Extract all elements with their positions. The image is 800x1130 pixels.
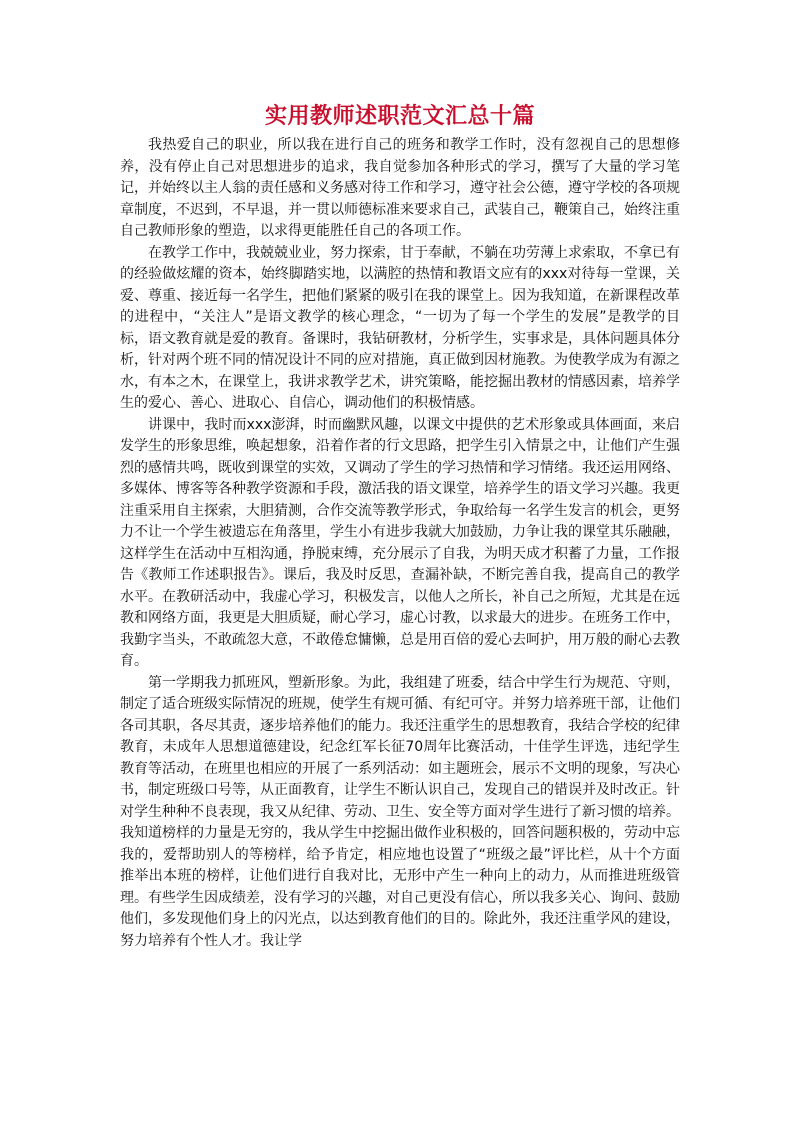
paragraph: 讲课中，我时而xxx澎湃，时而幽默风趣，以课文中提供的艺术形象或具体画面，来启发学生的形象思维，唤起想象，沿着作者的行文思路，把学生引入情景之中，让他们产生强烈的感情共鸣，既收到课堂的实效，又调动了学生的学习热情和学习情绪。我还运用网络、多媒体、博客等各种教学资源和手段，激活我的语文课堂，培养学生的语文学习兴趣。我更注重采用自主探索，大胆猜测，合作交流等教学形式，争取给每一名学生发言的机会，更努力不让一个学生被遗忘在角落里，学生小有进步我就大加鼓励，力争让我的课堂其乐融融，这样学生在活动中互相沟通，挣脱束缚，充分展示了自我，为明天成才积蓄了力量，工作报告《教师工作述职报告》。课后，我及时反思，查漏补缺，不断完善自我，提高自己的教学水平。在教研活动中，我虚心学习，积极发言，以他人之所长，补自己之所短，尤其是在远教和网络方面，我更是大胆质疑，耐心学习，虚心讨教，以求最大的进步。在班务工作中，我勤字当头，不敢疏忽大意，不敢倦怠慵懒，总是用百倍的爱心去呵护，用万般的耐心去教育。 <box>120 416 680 669</box>
paragraph: 第一学期我力抓班风，塑新形象。为此，我组建了班委，结合中学生行为规范、守则，制定了适合班级实际情况的班规，使学生有规可循、有纪可守。并努力培养班干部，让他们各司其职，各尽其责，逐步培养他们的能力。我还注重学生的思想教育，我结合学校的纪律教育，未成年人思想道德建设，纪念红军长征70周年比赛活动，十佳学生评选，违纪学生教育等活动，在班里也相应的开展了一系列活动：如主题班会，展示不文明的现象，写决心书，制定班级口号等，从正面教育，让学生不断认识自己，发现自己的错误并及时改正。针对学生种种不良表现，我又从纪律、劳动、卫生、安全等方面对学生进行了新习惯的培养。我知道榜样的力量是无穷的，我从学生中挖掘出做作业积极的，回答问题积极的，劳动中忘我的，爱帮助别人的等榜样，给予肯定，相应地也设置了“班级之最”评比栏，从十个方面推举出本班的榜样，让他们进行自我对比，无形中产生一种向上的动力，从而推进班级管理。有些学生因成绩差，没有学习的兴趣，对自己更没有信心，所以我多关心、询问、鼓励他们，多发现他们身上的闪光点，以达到教育他们的目的。除此外，我还注重学风的建设，努力培养有个性人才。我让学 <box>120 674 680 949</box>
paragraph: 我热爱自己的职业，所以我在进行自己的班务和教学工作时，没有忽视自己的思想修养，没有停止自己对思想进步的追求，我自觉参加各种形式的学习，撰写了大量的学习笔记，并始终以主人翁的责任感和义务感对待工作和学习，遵守社会公德，遵守学校的各项规章制度，不迟到，不早退，并一贯以师德标准来要求自己，武装自己，鞭策自己，始终注重自己教师形象的塑造，以求得更能胜任自己的各项工作。 <box>120 137 680 239</box>
document-title: 实用教师述职范文汇总十篇 <box>264 103 535 129</box>
paragraph: 在教学工作中，我兢兢业业，努力探索，甘于奉献，不躺在功劳薄上求索取，不拿已有的经验做炫耀的资本，始终脚踏实地，以满腔的热情和教语文应有的xxx对待每一堂课，关爱、尊重、接近每一名学生，把他们紧紧的吸引在我的课堂上。因为我知道，在新课程改革的进程中，“关注人”是语文教学的核心理念，“一切为了每一个学生的发展”是教学的目标，语文教育就是爱的教育。备课时，我钻研教材，分析学生，实事求是，具体问题具体分析，针对两个班不同的情况设计不同的应对措施，真正做到因材施教。为使教学成为有源之水，有本之木，在课堂上，我讲求教学艺术，讲究策略，能挖掘出教材的情感因素，培养学生的爱心、善心、进取心、自信心，调动他们的积极情感。 <box>120 244 680 411</box>
document-body <box>120 135 680 952</box>
